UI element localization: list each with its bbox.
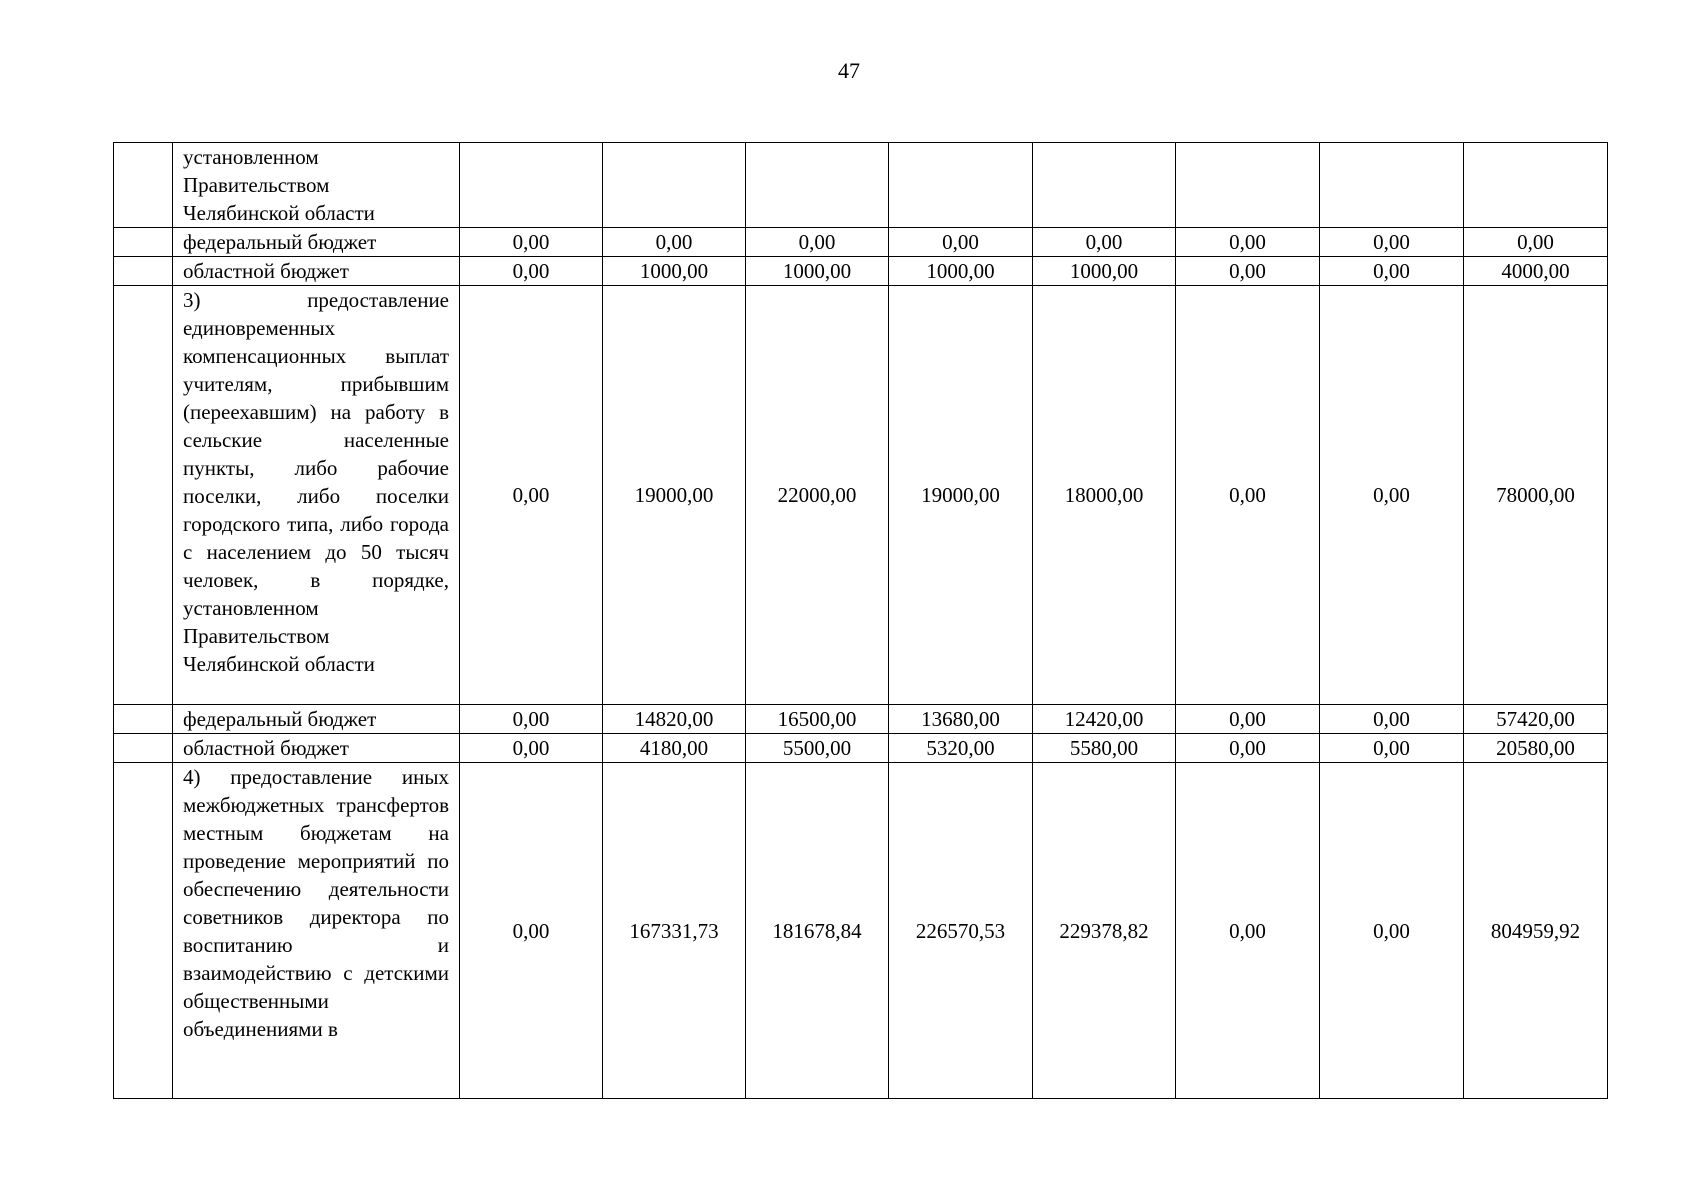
- value-cell: 0,00: [460, 257, 603, 286]
- row-label: установленном Правительством Челябинской области: [173, 143, 460, 228]
- table-row: [114, 286, 1608, 705]
- value-cell: 0,00: [1320, 257, 1464, 286]
- row-number-cell: [114, 763, 173, 1099]
- value-cell: 4000,00: [1464, 257, 1608, 286]
- value-cell: 57420,00: [1464, 705, 1608, 734]
- value-cell: 0,00: [1320, 763, 1464, 1099]
- value-cell: 22000,00: [746, 286, 889, 705]
- value-cell: 1000,00: [603, 257, 746, 286]
- value-cell: [1320, 143, 1464, 228]
- row-label: федеральный бюджет: [173, 228, 460, 257]
- value-cell: 226570,53: [889, 763, 1033, 1099]
- value-cell: 167331,73: [603, 763, 746, 1099]
- value-cell: 0,00: [460, 286, 603, 705]
- value-cell: 0,00: [1176, 228, 1320, 257]
- value-cell: 1000,00: [1033, 257, 1176, 286]
- value-cell: 0,00: [1176, 705, 1320, 734]
- value-cell: 0,00: [1320, 286, 1464, 705]
- value-cell: 16500,00: [746, 705, 889, 734]
- value-cell: 0,00: [460, 705, 603, 734]
- row-number-cell: [114, 734, 173, 763]
- value-cell: 0,00: [1176, 286, 1320, 705]
- table-row: [114, 228, 1608, 257]
- value-cell: [1033, 143, 1176, 228]
- value-cell: 5580,00: [1033, 734, 1176, 763]
- value-cell: 804959,92: [1464, 763, 1608, 1099]
- value-cell: 20580,00: [1464, 734, 1608, 763]
- value-cell: 0,00: [460, 763, 603, 1099]
- value-cell: 0,00: [1320, 228, 1464, 257]
- row-label: областной бюджет: [173, 257, 460, 286]
- value-cell: 0,00: [1176, 763, 1320, 1099]
- row-label: областной бюджет: [173, 734, 460, 763]
- table-row: [114, 763, 1608, 1099]
- row-label: 4) предоставление иных межбюджетных трансфертов местным бюджетам на проведение мероприятий по обеспечению деятельности советников директора по воспитанию и взаимодействию с детскими общественными объединениями в: [173, 763, 460, 1099]
- value-cell: 0,00: [460, 228, 603, 257]
- row-number-cell: [114, 143, 173, 228]
- value-cell: 4180,00: [603, 734, 746, 763]
- value-cell: 229378,82: [1033, 763, 1176, 1099]
- value-cell: 0,00: [1176, 257, 1320, 286]
- value-cell: 12420,00: [1033, 705, 1176, 734]
- page-number: 47: [838, 58, 860, 83]
- value-cell: 0,00: [1320, 734, 1464, 763]
- value-cell: [603, 143, 746, 228]
- value-cell: 0,00: [1176, 734, 1320, 763]
- value-cell: 0,00: [1464, 228, 1608, 257]
- value-cell: 1000,00: [746, 257, 889, 286]
- row-label: 3) предоставление единовременных компенсационных выплат учителям, прибывшим (переехавшим) на работу в сельские населенные пункты, либо рабочие поселки, либо поселки городского типа, либо города с населением до 50 тысяч человек, в порядке, установленном Правительством Челябинской области: [173, 286, 460, 705]
- value-cell: 18000,00: [1033, 286, 1176, 705]
- value-cell: 0,00: [1320, 705, 1464, 734]
- row-number-cell: [114, 228, 173, 257]
- budget-table: [113, 142, 1608, 1099]
- value-cell: 14820,00: [603, 705, 746, 734]
- value-cell: [746, 143, 889, 228]
- value-cell: 0,00: [1033, 228, 1176, 257]
- value-cell: 181678,84: [746, 763, 889, 1099]
- value-cell: 19000,00: [889, 286, 1033, 705]
- value-cell: 5320,00: [889, 734, 1033, 763]
- table-row: [114, 734, 1608, 763]
- row-number-cell: [114, 257, 173, 286]
- value-cell: 19000,00: [603, 286, 746, 705]
- value-cell: 5500,00: [746, 734, 889, 763]
- table-row: [114, 705, 1608, 734]
- value-cell: 0,00: [603, 228, 746, 257]
- table-row: [114, 257, 1608, 286]
- value-cell: [460, 143, 603, 228]
- value-cell: 0,00: [746, 228, 889, 257]
- row-number-cell: [114, 705, 173, 734]
- value-cell: 78000,00: [1464, 286, 1608, 705]
- table-row: [114, 143, 1608, 228]
- value-cell: 0,00: [460, 734, 603, 763]
- value-cell: 1000,00: [889, 257, 1033, 286]
- value-cell: 13680,00: [889, 705, 1033, 734]
- value-cell: [889, 143, 1033, 228]
- value-cell: 0,00: [889, 228, 1033, 257]
- value-cell: [1464, 143, 1608, 228]
- value-cell: [1176, 143, 1320, 228]
- row-label: федеральный бюджет: [173, 705, 460, 734]
- row-number-cell: [114, 286, 173, 705]
